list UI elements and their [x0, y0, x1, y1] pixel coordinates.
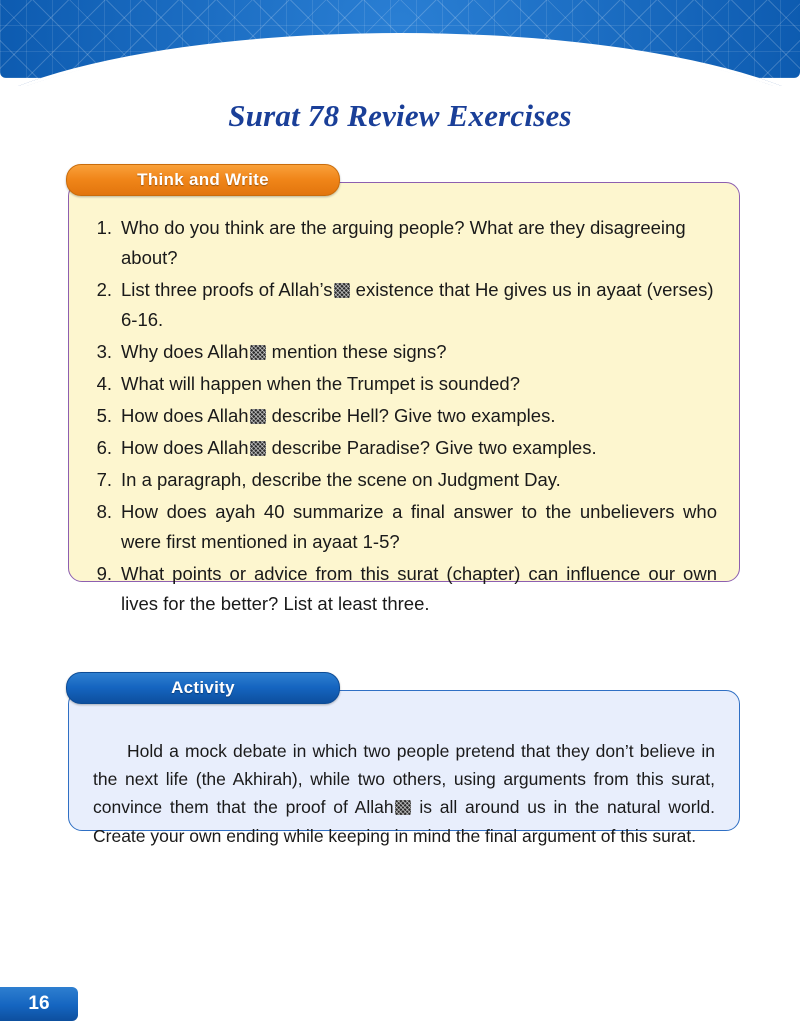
question-number: 9. [96, 562, 112, 584]
review-question-item [91, 559, 717, 619]
review-question-item [91, 497, 717, 557]
question-text: Why does Allah mention these signs? [121, 340, 447, 362]
page-number [0, 987, 78, 1021]
activity-section [68, 672, 740, 852]
activity-tab-label: Activity [171, 678, 235, 697]
page-header-banner [0, 0, 800, 86]
subhanahu-wa-taala-glyph [250, 345, 266, 360]
question-number: 4. [96, 372, 112, 394]
question-text: Who do you think are the arguing people? What are they disagreeing about? [121, 217, 686, 268]
question-text: What points or advice from this surat (chapter) can influence our own lives for the better? List at least three. [121, 562, 717, 614]
review-question-item [91, 275, 717, 335]
page-number-label: 16 [28, 993, 50, 1014]
page-title: Surat 78 Review Exercises [228, 98, 572, 133]
question-number: 7. [96, 468, 112, 490]
review-question-item [91, 433, 717, 463]
activity-paragraph: Hold a mock debate in which two people pretend that they don’t believe in the next life (the Akhirah), while two others, using arguments from this surat, convince them that the proof of Allah is all around us in the natural world. Create your own ending while keeping in mind the final argument of this surat. [93, 740, 716, 846]
subhanahu-wa-taala-glyph [250, 409, 266, 424]
question-text: How does Allah describe Hell? Give two examples. [121, 404, 556, 426]
review-questions-list [69, 183, 739, 643]
subhanahu-wa-taala-glyph [250, 441, 266, 456]
question-text: List three proofs of Allah’s existence that He gives us in ayaat (verses) 6-16. [121, 278, 714, 330]
question-number: 6. [96, 436, 112, 458]
think-and-write-section [68, 164, 740, 614]
subhanahu-wa-taala-glyph [395, 800, 411, 815]
question-number: 1. [96, 217, 112, 238]
question-text: What will happen when the Trumpet is sounded? [121, 372, 521, 394]
question-text: How does Allah describe Paradise? Give two examples. [121, 436, 597, 458]
think-and-write-tab-label: Think and Write [137, 170, 269, 189]
review-question-item [91, 337, 717, 367]
question-number: 2. [96, 278, 112, 300]
activity-panel [68, 690, 740, 846]
activity-tab[interactable] [66, 672, 340, 704]
review-question-item [91, 213, 717, 273]
think-and-write-tab[interactable] [66, 164, 340, 196]
review-question-item [91, 465, 717, 495]
question-number: 8. [96, 500, 112, 522]
think-and-write-panel [68, 182, 740, 614]
subhanahu-wa-taala-glyph [334, 283, 350, 298]
question-text: How does ayah 40 summarize a final answer to the unbelievers who were first mentioned in ayaat 1-5? [121, 500, 717, 552]
review-question-item [91, 369, 717, 399]
question-text: In a paragraph, describe the scene on Judgment Day. [121, 468, 561, 490]
question-number: 3. [96, 340, 112, 362]
banner-mask [0, 0, 800, 86]
review-question-item [91, 401, 717, 431]
question-number: 5. [96, 404, 112, 426]
